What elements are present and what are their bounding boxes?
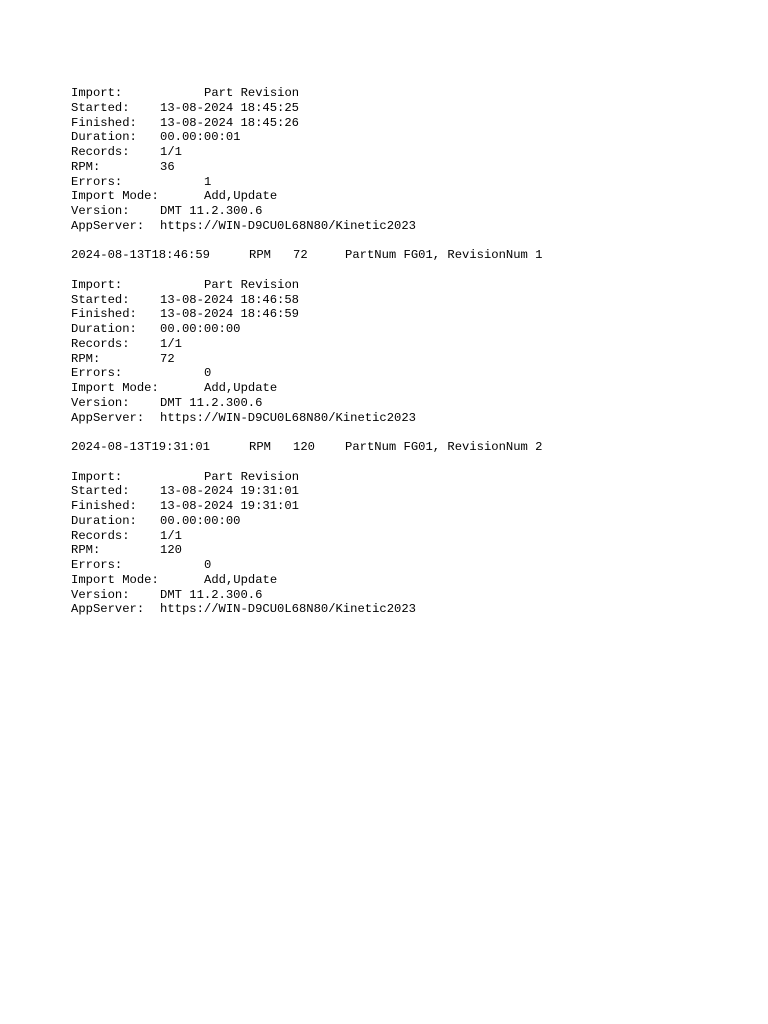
- log-message: PartNum FG01, RevisionNum 2: [345, 440, 543, 454]
- log-timestamp: 2024-08-13T19:31:01: [71, 440, 210, 454]
- summary-row-import: [71, 470, 542, 485]
- summary-value: 0: [204, 558, 212, 572]
- summary-key: Duration:: [71, 130, 137, 145]
- summary-value: DMT 11.2.300.6: [160, 587, 263, 602]
- blank-line: [71, 234, 542, 249]
- summary-row-errors: [71, 558, 542, 573]
- summary-key: Records:: [71, 336, 130, 351]
- summary-row-finished: [71, 116, 542, 131]
- summary-value: https://WIN-D9CU0L68N80/Kinetic2023: [160, 218, 416, 233]
- summary-row-records: [71, 337, 542, 352]
- summary-value: 0: [204, 366, 212, 381]
- summary-value: 36: [160, 159, 175, 174]
- summary-key: Records:: [71, 145, 130, 159]
- summary-row-rpm: [71, 160, 542, 175]
- summary-key: Finished:: [71, 307, 137, 322]
- summary-value: Part Revision: [204, 469, 300, 484]
- summary-row-version: [71, 204, 542, 219]
- summary-row-version: [71, 396, 542, 411]
- summary-row-started: [71, 484, 542, 499]
- summary-key: Import:: [71, 277, 123, 292]
- blank-line: [71, 263, 542, 278]
- summary-row-version: [71, 588, 542, 603]
- summary-key: Errors:: [71, 174, 123, 189]
- summary-value: 1/1: [160, 528, 182, 543]
- summary-key: Errors:: [71, 558, 123, 572]
- summary-row-rpm: [71, 352, 542, 367]
- summary-value: 13-08-2024 19:31:01: [160, 499, 299, 513]
- summary-row-appserver: [71, 602, 542, 617]
- summary-key: Finished:: [71, 115, 137, 130]
- summary-row-import: [71, 86, 542, 101]
- summary-key: AppServer:: [71, 410, 145, 425]
- summary-key: Import Mode:: [71, 572, 159, 587]
- log-rpm-value: 120: [293, 440, 315, 454]
- log-message: PartNum FG01, RevisionNum 1: [345, 248, 543, 263]
- blank-line: [71, 425, 542, 440]
- log-rpm-label: RPM: [249, 248, 271, 263]
- summary-value: 13-08-2024 18:46:58: [160, 292, 299, 307]
- summary-value: 1/1: [160, 145, 182, 159]
- import-summary: [71, 278, 542, 426]
- summary-key: Started:: [71, 100, 130, 115]
- summary-key: Version:: [71, 204, 130, 218]
- log-rpm-value: 72: [293, 248, 308, 263]
- summary-key: Started:: [71, 292, 130, 307]
- summary-value: 72: [160, 351, 175, 366]
- log-entry: [71, 248, 542, 263]
- summary-key: Records:: [71, 528, 130, 543]
- summary-row-records: [71, 145, 542, 160]
- summary-key: Duration:: [71, 513, 137, 528]
- summary-value: Add,Update: [204, 189, 278, 204]
- summary-value: DMT 11.2.300.6: [160, 395, 263, 410]
- summary-key: AppServer:: [71, 602, 145, 617]
- import-summary: [71, 86, 542, 234]
- summary-key: Import Mode:: [71, 381, 159, 395]
- import-log-document: [71, 86, 542, 617]
- summary-row-finished: [71, 307, 542, 322]
- summary-key: Duration:: [71, 322, 137, 336]
- summary-row-errors: [71, 175, 542, 190]
- summary-value: Part Revision: [204, 277, 300, 292]
- summary-value: 120: [160, 543, 182, 558]
- import-summary: [71, 470, 542, 618]
- summary-row-started: [71, 293, 542, 308]
- summary-key: AppServer:: [71, 218, 145, 233]
- summary-row-duration: [71, 514, 542, 529]
- summary-value: https://WIN-D9CU0L68N80/Kinetic2023: [160, 410, 416, 425]
- summary-value: 00.00:00:01: [160, 130, 241, 145]
- log-rpm-label: RPM: [249, 440, 271, 454]
- summary-row-import-mode: [71, 381, 542, 396]
- summary-key: Import:: [71, 86, 123, 100]
- summary-value: 00.00:00:00: [160, 322, 241, 336]
- summary-key: RPM:: [71, 543, 101, 558]
- summary-row-records: [71, 529, 542, 544]
- summary-row-import-mode: [71, 573, 542, 588]
- summary-key: Finished:: [71, 499, 137, 513]
- summary-key: Version:: [71, 395, 130, 410]
- summary-value: https://WIN-D9CU0L68N80/Kinetic2023: [160, 602, 416, 617]
- summary-key: Import Mode:: [71, 189, 159, 204]
- summary-value: 00.00:00:00: [160, 513, 241, 528]
- summary-row-errors: [71, 366, 542, 381]
- summary-key: RPM:: [71, 351, 101, 366]
- summary-value: Part Revision: [204, 86, 300, 100]
- summary-row-appserver: [71, 219, 542, 234]
- summary-value: 13-08-2024 18:46:59: [160, 307, 299, 322]
- summary-key: Import:: [71, 469, 123, 484]
- summary-value: 13-08-2024 18:45:26: [160, 115, 299, 130]
- summary-row-duration: [71, 322, 542, 337]
- summary-key: Version:: [71, 587, 130, 602]
- summary-value: 1/1: [160, 336, 182, 351]
- summary-row-appserver: [71, 411, 542, 426]
- summary-row-started: [71, 101, 542, 116]
- log-timestamp: 2024-08-13T18:46:59: [71, 248, 210, 263]
- summary-key: RPM:: [71, 159, 101, 174]
- summary-value: 1: [204, 174, 212, 189]
- summary-value: Add,Update: [204, 572, 278, 587]
- summary-key: Started:: [71, 484, 130, 499]
- summary-row-rpm: [71, 543, 542, 558]
- summary-row-import-mode: [71, 189, 542, 204]
- log-entry: [71, 440, 542, 455]
- summary-value: DMT 11.2.300.6: [160, 204, 263, 218]
- summary-key: Errors:: [71, 366, 123, 381]
- blank-line: [71, 455, 542, 470]
- summary-row-finished: [71, 499, 542, 514]
- summary-value: Add,Update: [204, 381, 278, 395]
- summary-value: 13-08-2024 18:45:25: [160, 100, 299, 115]
- summary-value: 13-08-2024 19:31:01: [160, 484, 299, 499]
- summary-row-duration: [71, 130, 542, 145]
- summary-row-import: [71, 278, 542, 293]
